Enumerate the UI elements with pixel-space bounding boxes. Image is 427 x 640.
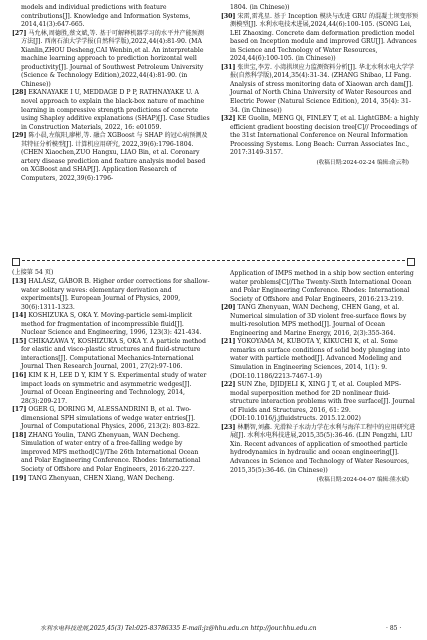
reference-number: [16] [12, 372, 27, 380]
reference-text: models and individual predictions with feature contributions[J]. Knowledge and Information Systems, 2014,41(3):647-665. [21, 4, 191, 29]
reference-number: [14] [12, 312, 27, 320]
reference-number: [21] [221, 338, 236, 346]
reference-text: Application of IMPS method in a ship bow section entering water problems[C]//The Twenty-Sixth International Ocean and Polar Engineering Conference. Rhodes: International Society of Offshore and Polar Engineers, 2016:213-219. [230, 270, 414, 303]
reference-item [12, 278, 210, 312]
reference-number: [29] [12, 132, 27, 140]
reference-item [12, 132, 210, 183]
reference-number: [23] [221, 423, 236, 431]
reference-item [221, 338, 419, 381]
received-date-editor: (收稿日期:2024-02-24 编辑:俞云利) [316, 159, 409, 166]
reference-text: EKANAYAKE I U, MEDDAGE D P P, RATHNAYAKE U. A novel approach to explain the black-box nature of machine learning in compressive strength predictions of concrete using Shapley additive explanations (SHAP)[J]. Case Studies in Construction Materials, 2022, 16: e01059. [21, 89, 210, 131]
page-footer [0, 622, 427, 636]
reference-text: 林鹏智,刘鑫. 光滑粒子水动力学在水利与海洋工程中的应用研究进展[J]. 水利水电科技进展,2015,35(5):36-46. (LIN Pengzhi, LIU Xin. Recent advances of application of smoothed particle hydrodynamics in hydraulic and ocean engineering[J]. Advances in Science and Technology of Water Resources, 2015,35(5):36-46. (in Chinese)) [230, 423, 416, 474]
reference-number: [19] [12, 474, 27, 482]
reference-item [221, 13, 419, 64]
reference-text: 张世宝,李芳. 小湾拱坝应力监测资料分析[J]. 华北水利水电大学学报(自然科学版),2014,35(4):31-34. (ZHANG Shibao, LI Fang. Analysis of stress monitoring data of Xiaowan arch dam[J]. Journal of North China University of Water Resources and Electric Power (Natural Science Edition), 2014, 35(4): 31-34. (in Chinese)) [230, 63, 415, 114]
reference-text: OGER G, DORING M, ALESSANDRINI B, et al. Two-dimensional SPH simulations of wedge water entries[J]. Journal of Computational Physics, 2006, 213(2): 803-822. [21, 406, 200, 431]
reference-item [12, 432, 210, 475]
reference-item [221, 115, 419, 158]
reference-item [12, 475, 210, 484]
reference-text: 马允林,周德胜,蔡文斌,等. 基于可解释机器学习的水平井产能预测方法[J]. 西南石油大学学报(自然科学版),2022,44(4):81-90. (MA Xianlin,ZHOU Desheng,CAI Wenbin,et al. An interpretable machine learning approach to prediction horizontal well productivity[J]. Journal of Southwest Petroleum University (Science & Technology Edition),2022,44(4):81-90. (in Chinese)) [21, 29, 204, 88]
reference-item [221, 64, 419, 115]
bottom-left-column [12, 278, 210, 483]
received-date-editor-2: (收稿日期:2024-04-07 编辑:熊水斌) [316, 477, 409, 484]
reference-item [221, 424, 419, 475]
reference-number: [32] [221, 115, 236, 123]
reference-text: TANG Zhenyuan, CHEN Xiang, WAN Decheng. [28, 474, 175, 482]
reference-text: 陈小晨,左航阳,廖彬,等. 融合 XGBoost 与 SHAP 的冠心病预测及其特征分析模型[J]. 计算机应用研究, 2022,39(6):1796-1804. (CHEN Xiaochen,ZUO Hangxu, LIAO Bin, et al. Coronary artery disease prediction and feature analysis model based on XGBoost and SHAP[J]. Application Research of Computers, 2022,39(6):1796- [21, 132, 208, 182]
reference-item [221, 4, 419, 13]
reference-text: 宋雷,雷兆星. 基于 Inception 模块与改进 GRU 的混凝土坝变形预测模型[J]. 水利水电技术进展,2024,44(6):100-105. (SONG Lei, LEI Zhaoxing. Concrete dam deformation prediction model based on Inception module and improved GRU[J]. Advances in Science and Technology of Water Resources, 2024,44(6):100-105. (in Chinese)) [230, 12, 419, 63]
reference-text: KE Guolin, MENG Qi, FINLEY T, et al. LightGBM: a highly efficient gradient boosting decision tree[C]// Proceedings of the 31st International Conference on Neural Information Processing Systems. Long Beach: Curran Associates Inc., 2017:3149-3157. [230, 115, 419, 157]
page-number: · 85 · [386, 625, 402, 632]
reference-text: TANG Zhenyuan, WAN Decheng, CHEN Gang, et al. Numerical simulation of 3D violent free-surface flows by multi-resolution MPS method[J]. Journal of Ocean Engineering and Marine Energy, 2016, 2(3):355-364. [230, 304, 407, 337]
reference-number: [27] [12, 29, 27, 37]
reference-text: SUN Zhe, DJIDJELI K, XING J T, et al. Coupled MPS-modal superposition method for 2D nonlinear fluid-structure interaction problems with free surface[J]. Journal of Fluids and Structures, 2016, 61: 29. (DOI:10.1016/j.jfluidstructs. 2015.12.002) [230, 381, 415, 423]
reference-text: KIM K H, LEE D Y, KIM Y S. Experimental study of water impact loads on symmetric and asymmetric wedges[J]. Journal of Ocean Engineering and Technology, 2014, 28(3):209-217. [21, 372, 207, 405]
continued-from-label: (上接第 54 页) [12, 269, 54, 276]
reference-number: [13] [12, 278, 27, 285]
reference-number: [22] [221, 381, 236, 389]
reference-item [12, 406, 210, 432]
reference-number: [31] [221, 63, 236, 71]
footer-journal-info: 水利水电科技进展,2025,45(3) Tel:025-83786335 E-mail:jz@hhu.edu.cn http://jour.hhu.edu.cn [40, 625, 317, 632]
reference-item [12, 30, 210, 90]
reference-text: YOKOYAMA M, KUBOTA Y, KIKUCHI K, et al. Some remarks on surface conditions of solid body plunging into water with particle method[J]. Advanced Modeling and Simulation in Engineering Sciences, 2014, 1(1): 9. (DOI:10.1186/2213-7467-1-9) [230, 338, 410, 380]
top-right-column [221, 4, 419, 167]
reference-text: 1804. (in Chinese)) [230, 4, 290, 11]
reference-number: [17] [12, 406, 27, 414]
reference-number: [28] [12, 89, 27, 97]
reference-item [12, 4, 210, 30]
bottom-right-column [221, 270, 419, 485]
reference-item [12, 89, 210, 132]
reference-item [12, 338, 210, 372]
reference-item [221, 304, 419, 338]
reference-number: [18] [12, 431, 27, 439]
section-divider [12, 260, 415, 261]
reference-number: [30] [221, 12, 236, 20]
reference-item [221, 381, 419, 424]
reference-item [12, 372, 210, 406]
reference-item [221, 270, 419, 304]
reference-text: ZHANG Youlin, TANG Zhenyuan, WAN Decheng. Simulation of water entry of a free-falling wedge by improved MPS method[C]//The 26th International Ocean and Polar Engineering Conference. Rhodes: International Society of Offshore and Polar Engineers, 2016:220-227. [21, 431, 201, 474]
reference-item [12, 312, 210, 338]
reference-number: [15] [12, 337, 27, 345]
reference-text: CHIKAZAWA Y, KOSHIZUKA S, OKA Y. A particle method for elastic and visco-plastic structures and fluid-structure interactions[J]. Computational Mechanics-International Journal Then Research Journal, 2001, 27(2):97-106. [21, 337, 206, 371]
reference-number: [20] [221, 304, 236, 312]
reference-text: HALÁSZ, GÁBOR B. Higher order corrections for shallow-water solitary waves: elementary derivation and experiments[J]. European Journal of Physics, 2009, 30(6):1311-1323. [21, 278, 210, 311]
reference-text: KOSHIZUKA S, OKA Y. Moving-particle semi-implicit method for fragmentation of incompressible fluid[J]. Nuclear Science and Engineering, 1996, 123(3): 421-434. [21, 312, 202, 337]
top-left-column [12, 4, 210, 183]
